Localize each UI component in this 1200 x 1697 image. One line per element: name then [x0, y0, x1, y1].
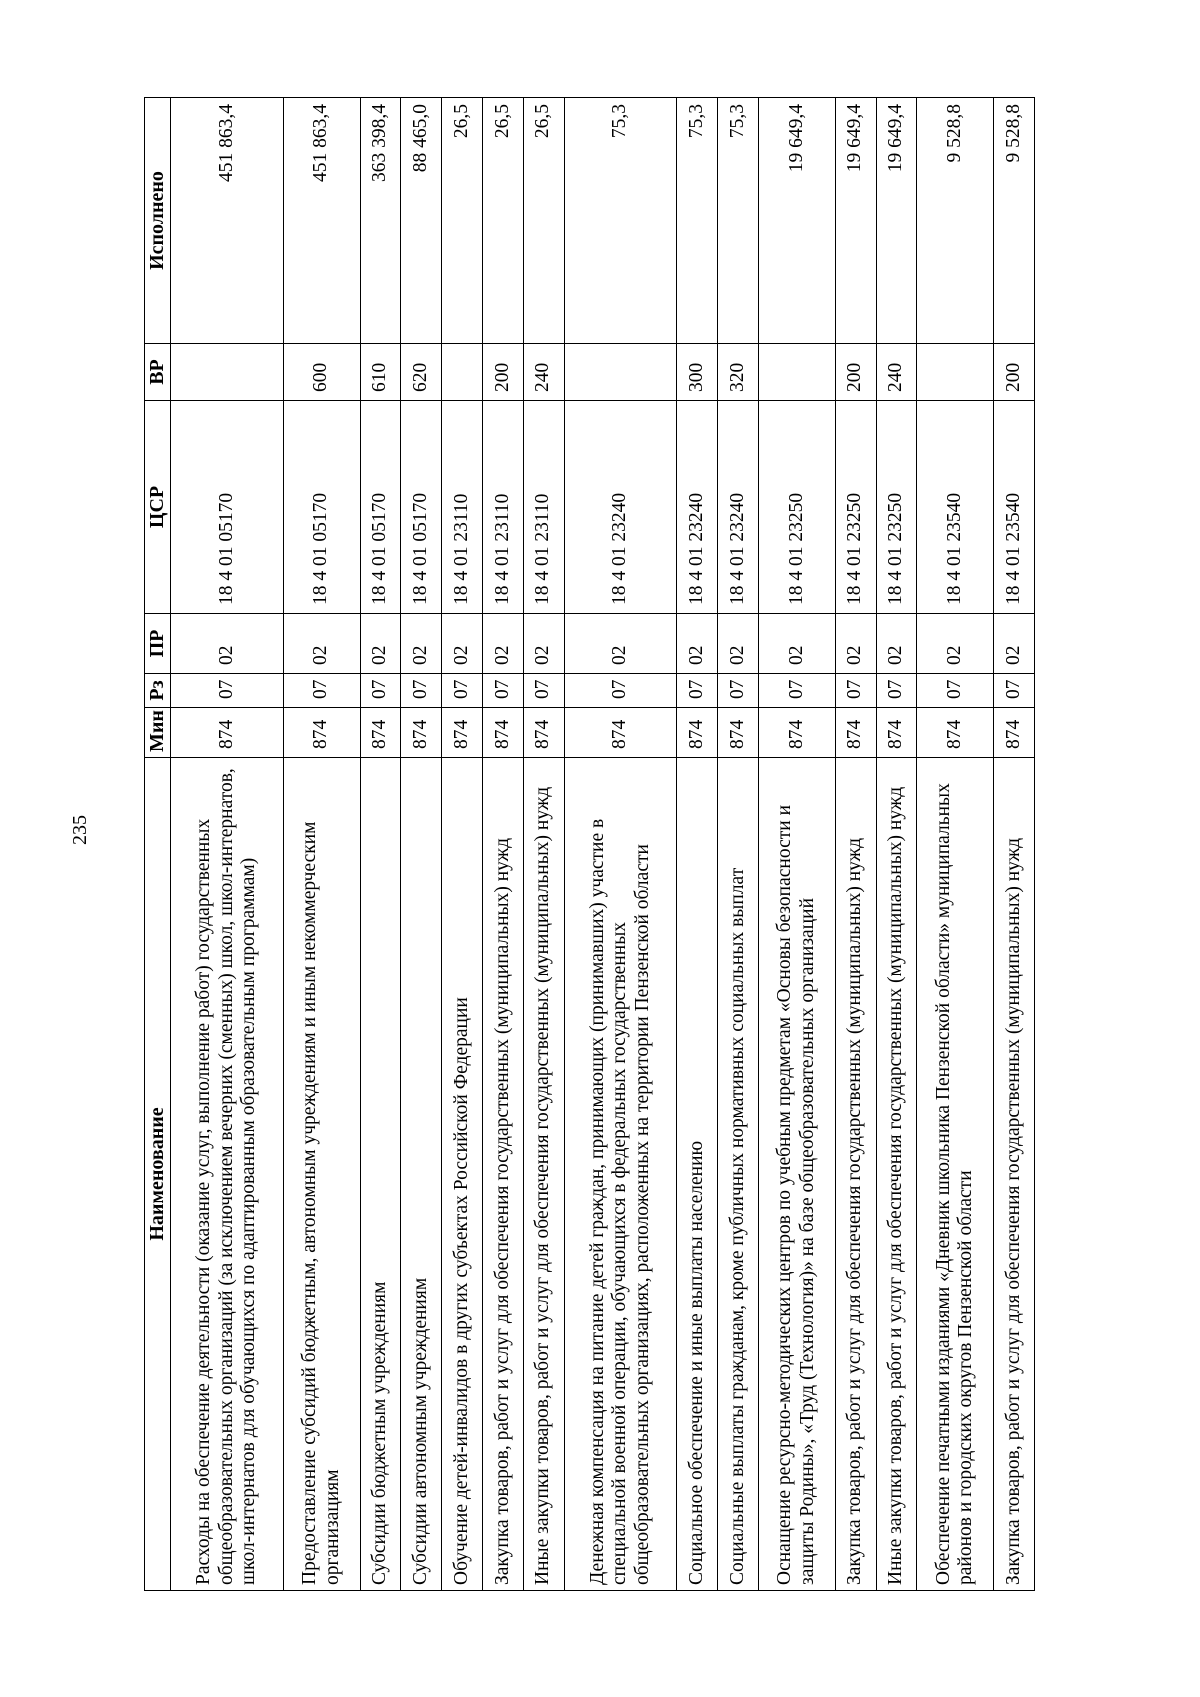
- cell-name: Иные закупки товаров, работ и услуг для обеспечения государственных (муниципальных) нужд: [876, 758, 917, 1591]
- cell-rz: 07: [758, 674, 835, 708]
- cell-done: 363 398,4: [360, 98, 401, 344]
- cell-vr: 610: [360, 344, 401, 401]
- cell-done: 26,5: [523, 98, 564, 344]
- cell-min: 874: [442, 708, 483, 758]
- column-header-pr: ПР: [145, 614, 171, 674]
- cell-done: 451 863,4: [283, 98, 360, 344]
- cell-done: 451 863,4: [171, 98, 284, 344]
- table-row: [171, 98, 284, 1591]
- cell-min: 874: [917, 708, 994, 758]
- table-row: [677, 98, 718, 1591]
- cell-pr: 02: [442, 614, 483, 674]
- cell-vr: 240: [523, 344, 564, 401]
- cell-rz: 07: [718, 674, 759, 708]
- cell-done: 88 465,0: [401, 98, 442, 344]
- cell-done: 19 649,4: [876, 98, 917, 344]
- cell-done: 9 528,8: [994, 98, 1035, 344]
- cell-name: Обучение детей-инвалидов в других субъектах Российской Федерации: [442, 758, 483, 1591]
- column-header-rz: Рз: [145, 674, 171, 708]
- column-header-vr: ВР: [145, 344, 171, 401]
- cell-done: 75,3: [564, 98, 677, 344]
- rotated-table-wrapper: [144, 98, 1035, 1591]
- cell-rz: 07: [876, 674, 917, 708]
- cell-min: 874: [758, 708, 835, 758]
- cell-csr: 18 4 01 05170: [171, 401, 284, 614]
- cell-min: 874: [401, 708, 442, 758]
- cell-csr: 18 4 01 05170: [401, 401, 442, 614]
- cell-name: Социальные выплаты гражданам, кроме публичных нормативных социальных выплат: [718, 758, 759, 1591]
- cell-rz: 07: [994, 674, 1035, 708]
- cell-vr: 200: [482, 344, 523, 401]
- cell-pr: 02: [994, 614, 1035, 674]
- cell-rz: 07: [523, 674, 564, 708]
- cell-min: 874: [482, 708, 523, 758]
- column-header-csr: ЦСР: [145, 401, 171, 614]
- cell-done: 26,5: [442, 98, 483, 344]
- cell-pr: 02: [482, 614, 523, 674]
- cell-rz: 07: [442, 674, 483, 708]
- cell-pr: 02: [171, 614, 284, 674]
- cell-min: 874: [360, 708, 401, 758]
- cell-csr: 18 4 01 23540: [994, 401, 1035, 614]
- cell-csr: 18 4 01 23540: [917, 401, 994, 614]
- cell-rz: 07: [360, 674, 401, 708]
- cell-name: Социальное обеспечение и иные выплаты населению: [677, 758, 718, 1591]
- cell-rz: 07: [835, 674, 876, 708]
- cell-rz: 07: [917, 674, 994, 708]
- table-row: [442, 98, 483, 1591]
- table-header-row: [145, 98, 171, 1591]
- page-number: 235: [69, 815, 91, 845]
- table-row: [360, 98, 401, 1591]
- table-row: [523, 98, 564, 1591]
- cell-name: Иные закупки товаров, работ и услуг для обеспечения государственных (муниципальных) нужд: [523, 758, 564, 1591]
- cell-rz: 07: [283, 674, 360, 708]
- table-row: [564, 98, 677, 1591]
- cell-min: 874: [876, 708, 917, 758]
- cell-pr: 02: [876, 614, 917, 674]
- cell-min: 874: [835, 708, 876, 758]
- cell-rz: 07: [677, 674, 718, 708]
- cell-rz: 07: [171, 674, 284, 708]
- cell-min: 874: [171, 708, 284, 758]
- table-row: [482, 98, 523, 1591]
- cell-min: 874: [283, 708, 360, 758]
- cell-done: 19 649,4: [758, 98, 835, 344]
- cell-pr: 02: [917, 614, 994, 674]
- cell-pr: 02: [564, 614, 677, 674]
- budget-table: [144, 97, 1035, 1591]
- cell-vr: 200: [835, 344, 876, 401]
- cell-vr: 200: [994, 344, 1035, 401]
- column-header-done: Исполнено: [145, 98, 171, 344]
- table-row: [876, 98, 917, 1591]
- cell-csr: 18 4 01 23250: [835, 401, 876, 614]
- cell-csr: 18 4 01 23110: [442, 401, 483, 614]
- table-row: [917, 98, 994, 1591]
- cell-name: Оснащение ресурсно-методических центров по учебным предметам «Основы безопасности и защиты Родины», «Труд (Технология)» на базе общеобразовательных организаций: [758, 758, 835, 1591]
- cell-name: Денежная компенсация на питание детей граждан, принимающих (принимавших) участие в специальной военной операции, обучающихся в федеральных государственных общеобразовательных организациях, расположенных на территории Пензенской области: [564, 758, 677, 1591]
- cell-min: 874: [718, 708, 759, 758]
- cell-rz: 07: [401, 674, 442, 708]
- cell-done: 75,3: [677, 98, 718, 344]
- cell-csr: 18 4 01 23240: [564, 401, 677, 614]
- cell-min: 874: [523, 708, 564, 758]
- cell-vr: [442, 344, 483, 401]
- table-row: [283, 98, 360, 1591]
- cell-vr: 240: [876, 344, 917, 401]
- cell-csr: 18 4 01 23240: [718, 401, 759, 614]
- cell-pr: 02: [758, 614, 835, 674]
- cell-name: Закупка товаров, работ и услуг для обеспечения государственных (муниципальных) нужд: [994, 758, 1035, 1591]
- table-row: [718, 98, 759, 1591]
- cell-pr: 02: [360, 614, 401, 674]
- cell-csr: 18 4 01 23250: [758, 401, 835, 614]
- cell-vr: [917, 344, 994, 401]
- cell-name: Обеспечение печатными изданиями «Дневник школьника Пензенской области» муниципальных районов и городских округов Пензенской области: [917, 758, 994, 1591]
- cell-name: Закупка товаров, работ и услуг для обеспечения государственных (муниципальных) нужд: [482, 758, 523, 1591]
- cell-name: Субсидии бюджетным учреждениям: [360, 758, 401, 1591]
- cell-vr: [564, 344, 677, 401]
- cell-csr: 18 4 01 23240: [677, 401, 718, 614]
- cell-name: Субсидии автономным учреждениям: [401, 758, 442, 1591]
- cell-csr: 18 4 01 23110: [523, 401, 564, 614]
- table-row: [758, 98, 835, 1591]
- cell-vr: 300: [677, 344, 718, 401]
- cell-csr: 18 4 01 05170: [283, 401, 360, 614]
- cell-name: Предоставление субсидий бюджетным, автономным учреждениям и иным некоммерческим организациям: [283, 758, 360, 1591]
- cell-rz: 07: [482, 674, 523, 708]
- cell-vr: 320: [718, 344, 759, 401]
- cell-pr: 02: [283, 614, 360, 674]
- cell-csr: 18 4 01 23110: [482, 401, 523, 614]
- cell-min: 874: [564, 708, 677, 758]
- cell-done: 75,3: [718, 98, 759, 344]
- cell-vr: [758, 344, 835, 401]
- cell-done: 26,5: [482, 98, 523, 344]
- cell-done: 9 528,8: [917, 98, 994, 344]
- cell-pr: 02: [835, 614, 876, 674]
- cell-vr: 620: [401, 344, 442, 401]
- cell-min: 874: [994, 708, 1035, 758]
- cell-pr: 02: [718, 614, 759, 674]
- cell-rz: 07: [564, 674, 677, 708]
- cell-pr: 02: [523, 614, 564, 674]
- column-header-min: Мин: [145, 708, 171, 758]
- cell-vr: 600: [283, 344, 360, 401]
- cell-csr: 18 4 01 23250: [876, 401, 917, 614]
- cell-name: Расходы на обеспечение деятельности (оказание услуг, выполнение работ) государственных общеобразовательных организаций (за исключением вечерних (сменных) школ, школ-интернатов, школ-интернатов для обучающихся по адаптированным образовательным программам): [171, 758, 284, 1591]
- cell-vr: [171, 344, 284, 401]
- cell-pr: 02: [677, 614, 718, 674]
- cell-pr: 02: [401, 614, 442, 674]
- cell-csr: 18 4 01 05170: [360, 401, 401, 614]
- cell-min: 874: [677, 708, 718, 758]
- table-row: [835, 98, 876, 1591]
- cell-done: 19 649,4: [835, 98, 876, 344]
- table-row: [401, 98, 442, 1591]
- column-header-name: Наименование: [145, 758, 171, 1591]
- table-row: [994, 98, 1035, 1591]
- cell-name: Закупка товаров, работ и услуг для обеспечения государственных (муниципальных) нужд: [835, 758, 876, 1591]
